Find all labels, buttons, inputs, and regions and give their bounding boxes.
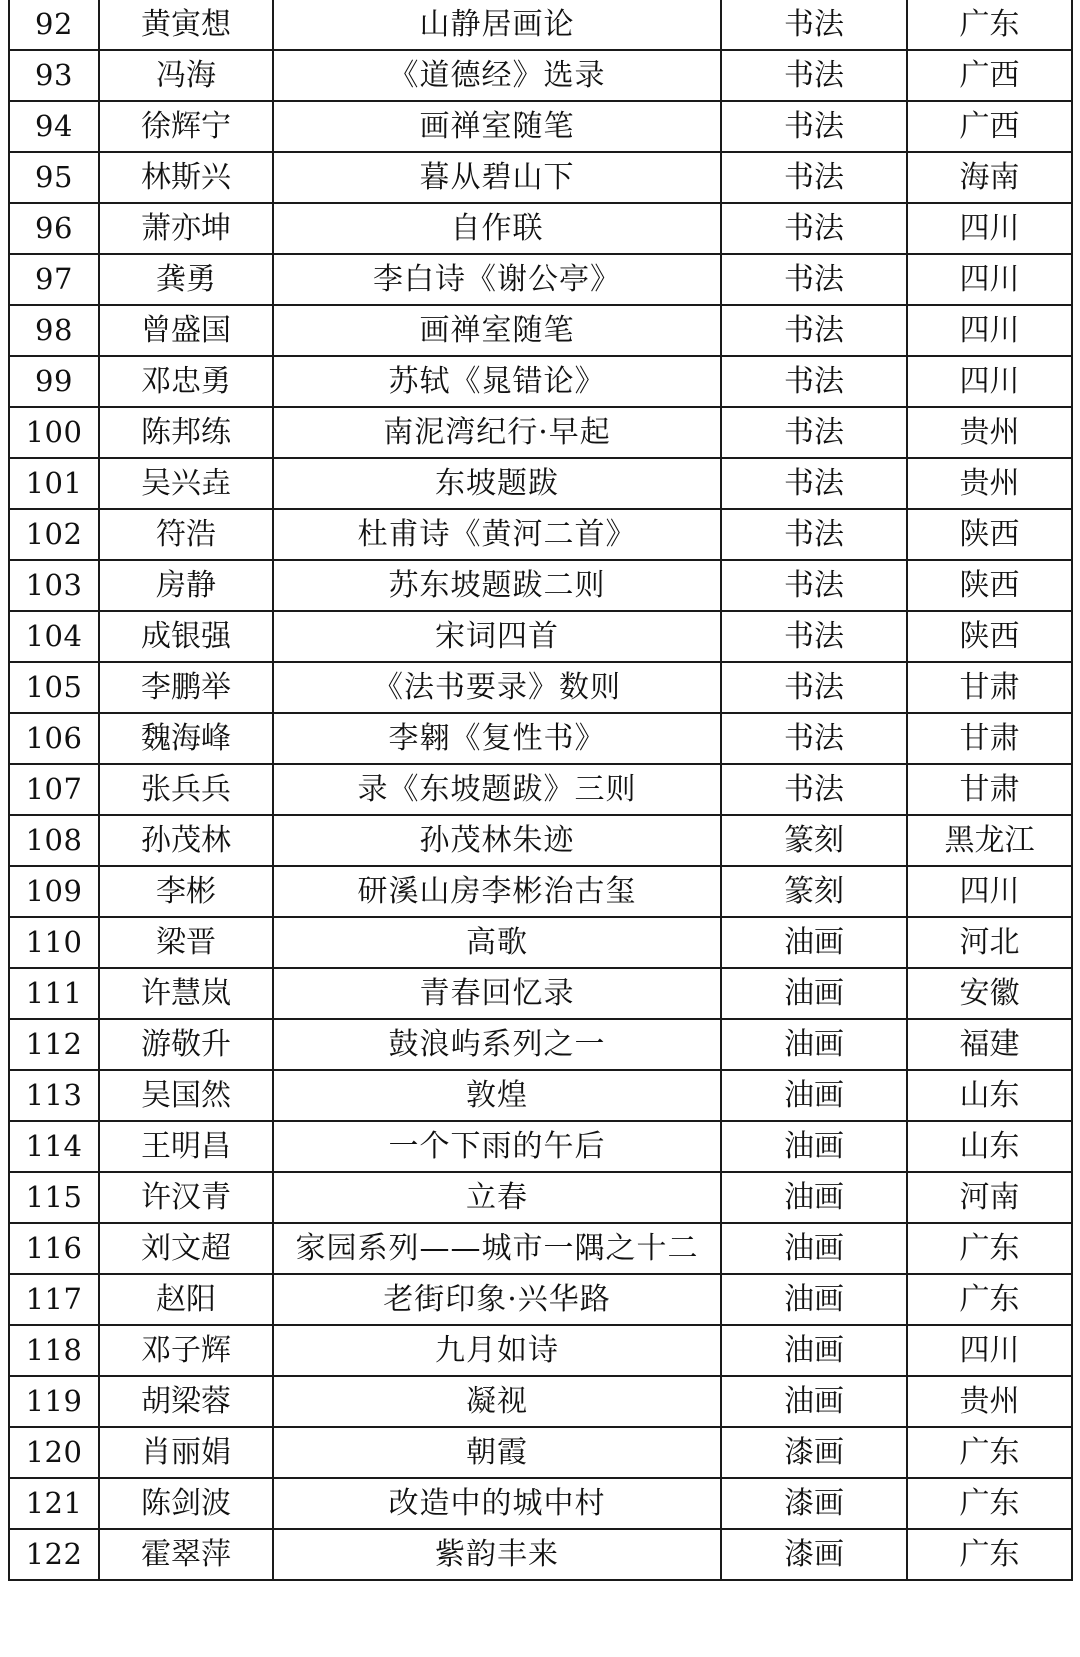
- artist-name-cell: 成银强: [99, 611, 273, 662]
- entry-number-cell: 116: [9, 1223, 99, 1274]
- category-cell: 油画: [721, 917, 907, 968]
- table-row: [9, 866, 1072, 917]
- entry-number-cell: 94: [9, 101, 99, 152]
- entry-number-cell: 121: [9, 1478, 99, 1529]
- work-title-cell: 苏轼《晁错论》: [273, 356, 721, 407]
- table-row: [9, 968, 1072, 1019]
- entry-number-cell: 109: [9, 866, 99, 917]
- entry-number-cell: 97: [9, 254, 99, 305]
- artist-name-cell: 吴国然: [99, 1070, 273, 1121]
- work-title-cell: 研溪山房李彬治古玺: [273, 866, 721, 917]
- artist-name-cell: 林斯兴: [99, 152, 273, 203]
- artist-name-cell: 王明昌: [99, 1121, 273, 1172]
- table-row: [9, 1478, 1072, 1529]
- province-cell: 海南: [907, 152, 1072, 203]
- category-cell: 书法: [721, 611, 907, 662]
- category-cell: 书法: [721, 662, 907, 713]
- entry-number-cell: 114: [9, 1121, 99, 1172]
- province-cell: 河北: [907, 917, 1072, 968]
- work-title-cell: 改造中的城中村: [273, 1478, 721, 1529]
- table-row: [9, 407, 1072, 458]
- province-cell: 陕西: [907, 611, 1072, 662]
- work-title-cell: 画禅室随笔: [273, 101, 721, 152]
- province-cell: 甘肃: [907, 764, 1072, 815]
- province-cell: 贵州: [907, 1376, 1072, 1427]
- artist-name-cell: 孙茂林: [99, 815, 273, 866]
- artist-name-cell: 房静: [99, 560, 273, 611]
- province-cell: 贵州: [907, 458, 1072, 509]
- awards-table: [8, 0, 1073, 1581]
- category-cell: 书法: [721, 101, 907, 152]
- entry-number-cell: 110: [9, 917, 99, 968]
- artist-name-cell: 吴兴垚: [99, 458, 273, 509]
- work-title-cell: 杜甫诗《黄河二首》: [273, 509, 721, 560]
- table-row: [9, 1427, 1072, 1478]
- entry-number-cell: 115: [9, 1172, 99, 1223]
- province-cell: 四川: [907, 866, 1072, 917]
- table-row: [9, 203, 1072, 254]
- province-cell: 广东: [907, 1478, 1072, 1529]
- artist-name-cell: 陈邦练: [99, 407, 273, 458]
- table-row: [9, 152, 1072, 203]
- entry-number-cell: 103: [9, 560, 99, 611]
- work-title-cell: 自作联: [273, 203, 721, 254]
- category-cell: 书法: [721, 203, 907, 254]
- artist-name-cell: 李彬: [99, 866, 273, 917]
- artist-name-cell: 梁晋: [99, 917, 273, 968]
- work-title-cell: 一个下雨的午后: [273, 1121, 721, 1172]
- category-cell: 漆画: [721, 1529, 907, 1580]
- artist-name-cell: 符浩: [99, 509, 273, 560]
- province-cell: 四川: [907, 254, 1072, 305]
- entry-number-cell: 113: [9, 1070, 99, 1121]
- entry-number-cell: 119: [9, 1376, 99, 1427]
- category-cell: 书法: [721, 764, 907, 815]
- work-title-cell: 李白诗《谢公亭》: [273, 254, 721, 305]
- entry-number-cell: 96: [9, 203, 99, 254]
- table-row: [9, 662, 1072, 713]
- table-row: [9, 1529, 1072, 1580]
- table-row: [9, 1070, 1072, 1121]
- awards-table-body: [9, 0, 1072, 1580]
- table-row: [9, 356, 1072, 407]
- province-cell: 广东: [907, 1529, 1072, 1580]
- artist-name-cell: 魏海峰: [99, 713, 273, 764]
- work-title-cell: 苏东坡题跋二则: [273, 560, 721, 611]
- entry-number-cell: 118: [9, 1325, 99, 1376]
- category-cell: 油画: [721, 1274, 907, 1325]
- category-cell: 油画: [721, 1223, 907, 1274]
- work-title-cell: 山静居画论: [273, 0, 721, 50]
- category-cell: 篆刻: [721, 866, 907, 917]
- work-title-cell: 孙茂林朱迹: [273, 815, 721, 866]
- province-cell: 广东: [907, 1274, 1072, 1325]
- category-cell: 油画: [721, 968, 907, 1019]
- province-cell: 广东: [907, 0, 1072, 50]
- work-title-cell: 家园系列——城市一隅之十二: [273, 1223, 721, 1274]
- province-cell: 广东: [907, 1223, 1072, 1274]
- table-row: [9, 1376, 1072, 1427]
- artist-name-cell: 胡梁蓉: [99, 1376, 273, 1427]
- province-cell: 甘肃: [907, 662, 1072, 713]
- entry-number-cell: 102: [9, 509, 99, 560]
- category-cell: 书法: [721, 458, 907, 509]
- entry-number-cell: 95: [9, 152, 99, 203]
- table-row: [9, 254, 1072, 305]
- category-cell: 漆画: [721, 1427, 907, 1478]
- category-cell: 书法: [721, 356, 907, 407]
- table-row: [9, 815, 1072, 866]
- work-title-cell: 宋词四首: [273, 611, 721, 662]
- entry-number-cell: 112: [9, 1019, 99, 1070]
- category-cell: 书法: [721, 560, 907, 611]
- artist-name-cell: 萧亦坤: [99, 203, 273, 254]
- table-row: [9, 458, 1072, 509]
- table-row: [9, 1019, 1072, 1070]
- province-cell: 福建: [907, 1019, 1072, 1070]
- entry-number-cell: 117: [9, 1274, 99, 1325]
- province-cell: 四川: [907, 356, 1072, 407]
- artist-name-cell: 刘文超: [99, 1223, 273, 1274]
- category-cell: 油画: [721, 1325, 907, 1376]
- artist-name-cell: 徐辉宁: [99, 101, 273, 152]
- category-cell: 书法: [721, 254, 907, 305]
- table-row: [9, 560, 1072, 611]
- category-cell: 书法: [721, 407, 907, 458]
- work-title-cell: 鼓浪屿系列之一: [273, 1019, 721, 1070]
- table-row: [9, 1325, 1072, 1376]
- province-cell: 河南: [907, 1172, 1072, 1223]
- province-cell: 陕西: [907, 509, 1072, 560]
- work-title-cell: 高歌: [273, 917, 721, 968]
- table-row: [9, 1172, 1072, 1223]
- table-row: [9, 509, 1072, 560]
- entry-number-cell: 98: [9, 305, 99, 356]
- table-row: [9, 1223, 1072, 1274]
- province-cell: 黑龙江: [907, 815, 1072, 866]
- category-cell: 书法: [721, 713, 907, 764]
- category-cell: 油画: [721, 1172, 907, 1223]
- work-title-cell: 李翱《复性书》: [273, 713, 721, 764]
- entry-number-cell: 100: [9, 407, 99, 458]
- artist-name-cell: 霍翠萍: [99, 1529, 273, 1580]
- category-cell: 书法: [721, 305, 907, 356]
- entry-number-cell: 120: [9, 1427, 99, 1478]
- work-title-cell: 《法书要录》数则: [273, 662, 721, 713]
- work-title-cell: 老街印象·兴华路: [273, 1274, 721, 1325]
- artist-name-cell: 陈剑波: [99, 1478, 273, 1529]
- province-cell: 陕西: [907, 560, 1072, 611]
- category-cell: 油画: [721, 1070, 907, 1121]
- work-title-cell: 紫韵丰来: [273, 1529, 721, 1580]
- artist-name-cell: 许慧岚: [99, 968, 273, 1019]
- table-row: [9, 713, 1072, 764]
- category-cell: 漆画: [721, 1478, 907, 1529]
- category-cell: 油画: [721, 1121, 907, 1172]
- artist-name-cell: 龚勇: [99, 254, 273, 305]
- province-cell: 甘肃: [907, 713, 1072, 764]
- work-title-cell: 凝视: [273, 1376, 721, 1427]
- work-title-cell: 九月如诗: [273, 1325, 721, 1376]
- province-cell: 山东: [907, 1121, 1072, 1172]
- work-title-cell: 录《东坡题跋》三则: [273, 764, 721, 815]
- work-title-cell: 东坡题跋: [273, 458, 721, 509]
- entry-number-cell: 122: [9, 1529, 99, 1580]
- work-title-cell: 南泥湾纪行·早起: [273, 407, 721, 458]
- category-cell: 书法: [721, 0, 907, 50]
- category-cell: 书法: [721, 152, 907, 203]
- work-title-cell: 青春回忆录: [273, 968, 721, 1019]
- table-row: [9, 50, 1072, 101]
- table-row: [9, 764, 1072, 815]
- artist-name-cell: 赵阳: [99, 1274, 273, 1325]
- artist-name-cell: 邓子辉: [99, 1325, 273, 1376]
- province-cell: 广西: [907, 101, 1072, 152]
- work-title-cell: 朝霞: [273, 1427, 721, 1478]
- entry-number-cell: 92: [9, 0, 99, 50]
- category-cell: 书法: [721, 50, 907, 101]
- category-cell: 书法: [721, 509, 907, 560]
- province-cell: 广西: [907, 50, 1072, 101]
- province-cell: 安徽: [907, 968, 1072, 1019]
- category-cell: 油画: [721, 1376, 907, 1427]
- province-cell: 四川: [907, 203, 1072, 254]
- artist-name-cell: 邓忠勇: [99, 356, 273, 407]
- artist-name-cell: 冯海: [99, 50, 273, 101]
- table-row: [9, 101, 1072, 152]
- artist-name-cell: 曾盛国: [99, 305, 273, 356]
- work-title-cell: 画禅室随笔: [273, 305, 721, 356]
- artist-name-cell: 李鹏举: [99, 662, 273, 713]
- table-row: [9, 305, 1072, 356]
- work-title-cell: 立春: [273, 1172, 721, 1223]
- table-row: [9, 1274, 1072, 1325]
- entry-number-cell: 107: [9, 764, 99, 815]
- artist-name-cell: 张兵兵: [99, 764, 273, 815]
- table-row: [9, 0, 1072, 50]
- entry-number-cell: 108: [9, 815, 99, 866]
- province-cell: 四川: [907, 1325, 1072, 1376]
- awards-list-sheet: [8, 0, 1071, 1581]
- entry-number-cell: 104: [9, 611, 99, 662]
- work-title-cell: 暮从碧山下: [273, 152, 721, 203]
- category-cell: 篆刻: [721, 815, 907, 866]
- entry-number-cell: 111: [9, 968, 99, 1019]
- province-cell: 广东: [907, 1427, 1072, 1478]
- province-cell: 贵州: [907, 407, 1072, 458]
- entry-number-cell: 99: [9, 356, 99, 407]
- entry-number-cell: 106: [9, 713, 99, 764]
- table-row: [9, 611, 1072, 662]
- work-title-cell: 《道德经》选录: [273, 50, 721, 101]
- artist-name-cell: 黄寅想: [99, 0, 273, 50]
- province-cell: 四川: [907, 305, 1072, 356]
- province-cell: 山东: [907, 1070, 1072, 1121]
- table-row: [9, 1121, 1072, 1172]
- category-cell: 油画: [721, 1019, 907, 1070]
- artist-name-cell: 许汉青: [99, 1172, 273, 1223]
- entry-number-cell: 101: [9, 458, 99, 509]
- artist-name-cell: 肖丽娟: [99, 1427, 273, 1478]
- work-title-cell: 敦煌: [273, 1070, 721, 1121]
- artist-name-cell: 游敬升: [99, 1019, 273, 1070]
- table-row: [9, 917, 1072, 968]
- entry-number-cell: 93: [9, 50, 99, 101]
- entry-number-cell: 105: [9, 662, 99, 713]
